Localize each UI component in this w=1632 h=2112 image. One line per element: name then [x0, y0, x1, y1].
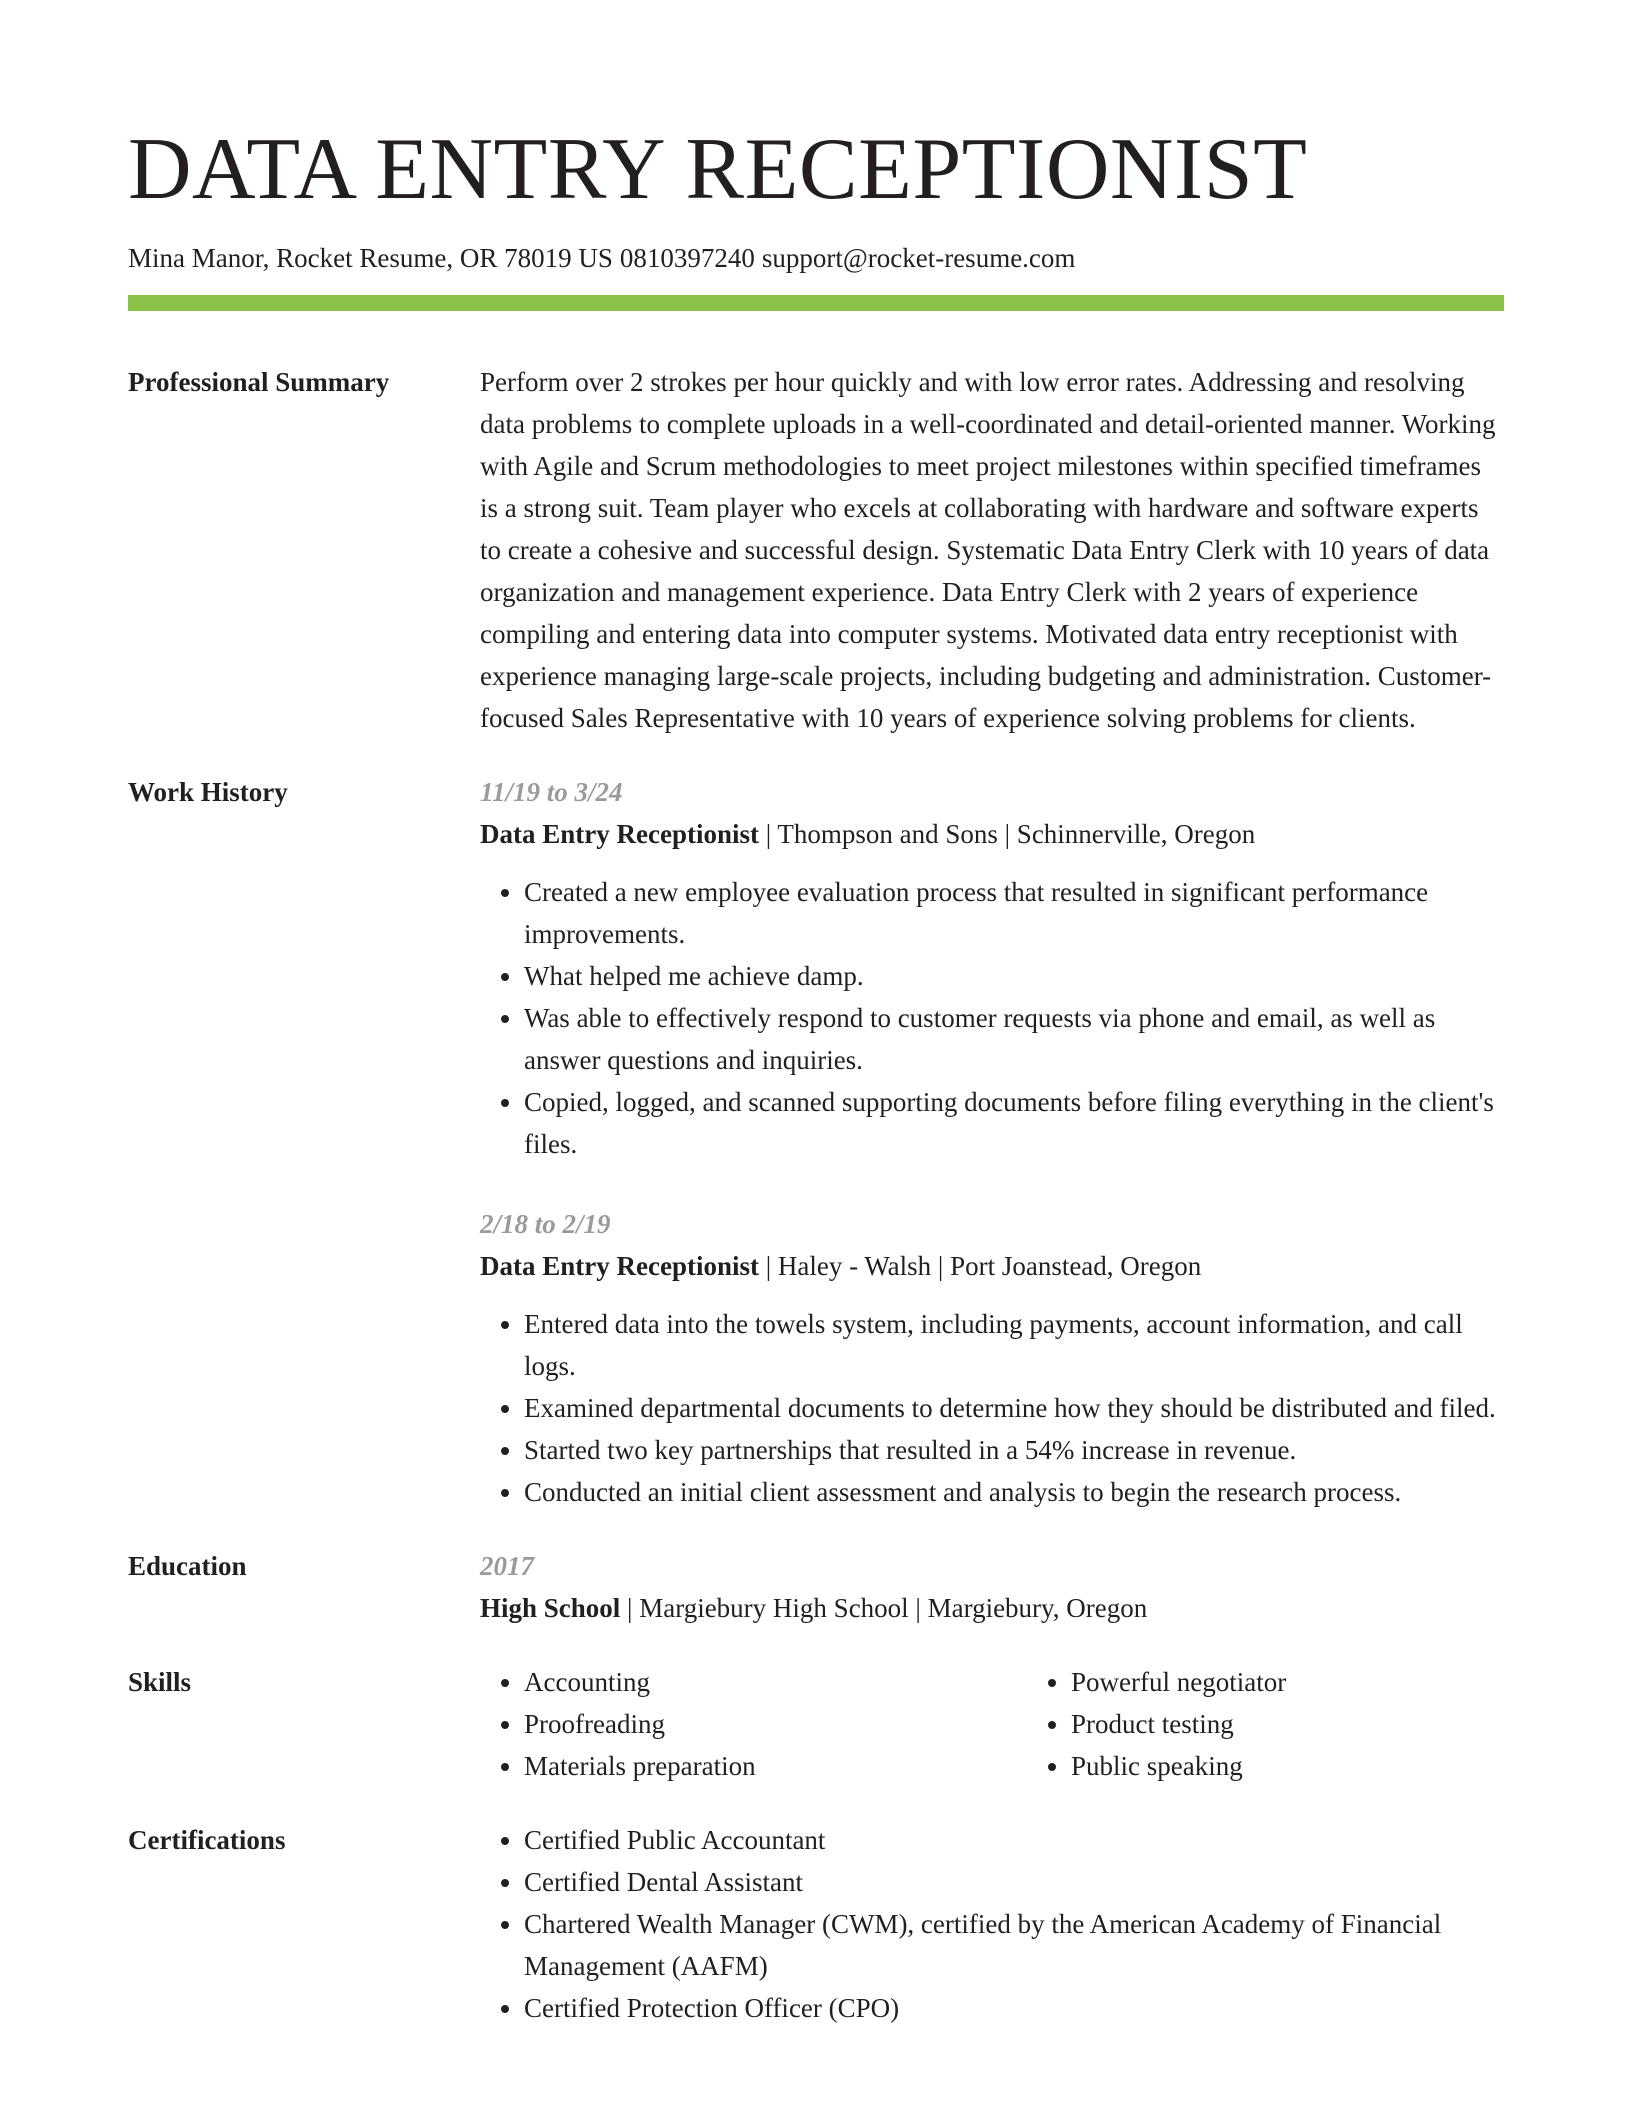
section-label-certifications: Certifications — [128, 1825, 286, 1855]
certification-item: • Chartered Wealth Manager (CWM), certified by the American Academy of Financial Management (AAFM) — [524, 1903, 1504, 1987]
contact-email: support@rocket-resume.com — [761, 243, 1076, 273]
summary-section — [128, 361, 1504, 739]
certification-item: • Certified Dental Assistant — [524, 1861, 1504, 1903]
section-label-summary: Professional Summary — [128, 367, 390, 397]
summary-text: Perform over 2 strokes per hour quickly and with low error rates. Addressing and resolving data problems to complete uploads in a well-coordinated and detail-oriented manner. Working with Agile and Scrum methodologies to meet project milestones within specified timeframes is a strong suit. Team player who excels at collaborating with hardware and software experts to create a cohesive and successful design. Systematic Data Entry Clerk with 10 years of data organization and management experience. Data Entry Clerk with 2 years of experience compiling and entering data into computer systems. Motivated data entry receptionist with experience managing large-scale projects, including budgeting and administration. Customer-focused Sales Representative with 10 years of experience solving problems for clients. — [480, 367, 1496, 733]
job-entry — [480, 1203, 1504, 1513]
job-details: | Haley - Walsh | Port Joanstead, Oregon — [758, 1251, 1202, 1281]
contact-address: Mina Manor, Rocket Resume, OR 78019 US — [128, 243, 613, 273]
education-year: 2017 — [480, 1551, 534, 1581]
job-title: Data Entry Receptionist — [480, 819, 759, 849]
skill-item: • Public speaking — [1071, 1745, 1574, 1787]
job-heading — [480, 813, 1504, 855]
job-bullet: • What helped me achieve damp. — [524, 955, 1504, 997]
job-bullet: • Was able to effectively respond to customer requests via phone and email, as well as answer questions and inquiries. — [524, 997, 1504, 1081]
resume-page — [128, 118, 1504, 2029]
work-history-content — [480, 771, 1504, 1513]
work-history-section — [128, 771, 1504, 1513]
education-section — [128, 1545, 1504, 1629]
skills-column-right — [1027, 1661, 1574, 1787]
resume-name: DATA ENTRY RECEPTIONIST — [128, 121, 1308, 218]
certifications-list — [480, 1819, 1504, 2029]
job-bullet: • Created a new employee evaluation process that resulted in significant performance improvements. — [524, 871, 1504, 955]
job-heading — [480, 1245, 1504, 1287]
job-details: | Thompson and Sons | Schinnerville, Oregon — [758, 819, 1256, 849]
education-details: | Margiebury High School | Margiebury, Oregon — [620, 1593, 1148, 1623]
job-title: Data Entry Receptionist — [480, 1251, 759, 1281]
certification-item: • Certified Protection Officer (CPO) — [524, 1987, 1504, 2029]
certification-item: • Certified Public Accountant — [524, 1819, 1504, 1861]
education-heading — [480, 1587, 1504, 1629]
job-bullet: • Entered data into the towels system, including payments, account information, and call logs. — [524, 1303, 1504, 1387]
job-bullet: • Conducted an initial client assessment and analysis to begin the research process. — [524, 1471, 1504, 1513]
skills-grid — [480, 1661, 1574, 1787]
skill-item: • Powerful negotiator — [1071, 1661, 1574, 1703]
job-bullets — [480, 1303, 1504, 1513]
certifications-content — [480, 1819, 1504, 2029]
section-label-work: Work History — [128, 777, 288, 807]
contact-phone: 0810397240 — [619, 243, 755, 273]
skill-item: • Accounting — [524, 1661, 1027, 1703]
skills-section — [128, 1661, 1504, 1787]
certifications-section — [128, 1819, 1504, 2029]
header-divider — [128, 295, 1504, 311]
education-degree: High School — [480, 1593, 621, 1623]
skill-item: • Materials preparation — [524, 1745, 1027, 1787]
job-dates: 2/18 to 2/19 — [480, 1209, 611, 1239]
contact-line — [128, 240, 1504, 276]
job-bullet: • Started two key partnerships that resulted in a 54% increase in revenue. — [524, 1429, 1504, 1471]
job-entry — [480, 771, 1504, 1165]
skills-column-left — [480, 1661, 1027, 1787]
skill-item: • Product testing — [1071, 1703, 1574, 1745]
section-label-skills: Skills — [128, 1667, 192, 1697]
job-bullet: • Copied, logged, and scanned supporting documents before filing everything in the client's files. — [524, 1081, 1504, 1165]
skill-item: • Proofreading — [524, 1703, 1027, 1745]
section-label-education: Education — [128, 1551, 247, 1581]
job-bullet: • Examined departmental documents to determine how they should be distributed and filed. — [524, 1387, 1504, 1429]
job-dates: 11/19 to 3/24 — [480, 777, 623, 807]
job-bullets — [480, 871, 1504, 1165]
education-content — [480, 1545, 1504, 1629]
